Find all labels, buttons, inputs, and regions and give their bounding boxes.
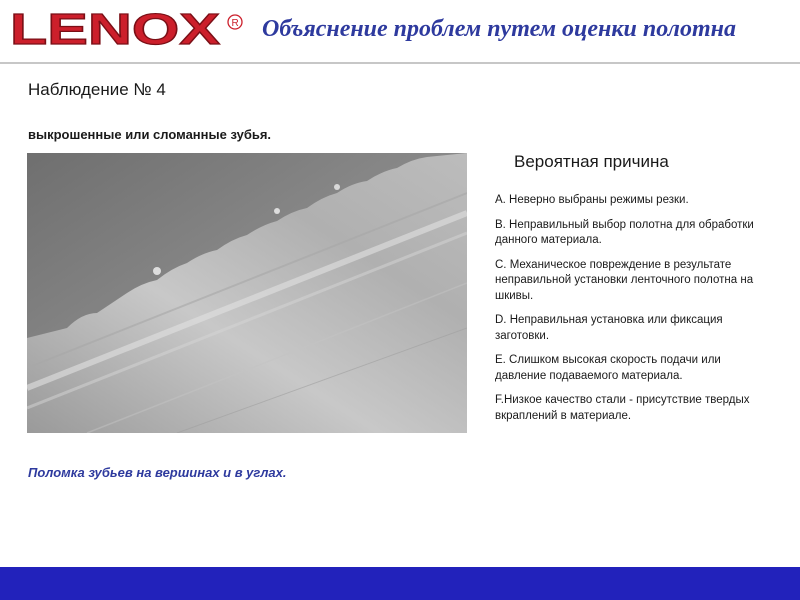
cause-item-e: E. Слишком высокая скорость подачи или давление подаваемого материала.: [495, 354, 721, 382]
probable-cause-title: Вероятная причина: [514, 152, 669, 171]
lenox-logo: [8, 8, 248, 48]
cause-item-c: C. Механическое повреждение в результате неправильной установки ленточного полотна на шкивы.: [495, 258, 754, 302]
cause-item-b: B. Неправильный выбор полотна для обработки данного материала.: [495, 218, 754, 246]
cause-item-a: A. Неверно выбраны режимы резки.: [495, 194, 689, 206]
page-title: Объяснение проблем путем оценки полотна: [262, 16, 736, 42]
broken-saw-blade-photo: [27, 153, 467, 433]
photo-caption: Поломка зубьев на вершинах и в углах.: [28, 465, 287, 480]
observation-subtitle: выкрошенные или сломанные зубья.: [28, 127, 272, 142]
observation-title: Наблюдение № 4: [28, 80, 166, 99]
svg-text:LENOX: LENOX: [10, 8, 220, 48]
cause-item-f: F.Низкое качество стали - присутствие твердых вкраплений в материале.: [495, 394, 750, 422]
svg-text:R: R: [231, 18, 239, 29]
footer-bar: [0, 567, 800, 600]
header-divider: [0, 62, 800, 64]
cause-item-d: D. Неправильная установка или фиксация заготовки.: [495, 314, 723, 342]
cause-list: [495, 193, 770, 433]
